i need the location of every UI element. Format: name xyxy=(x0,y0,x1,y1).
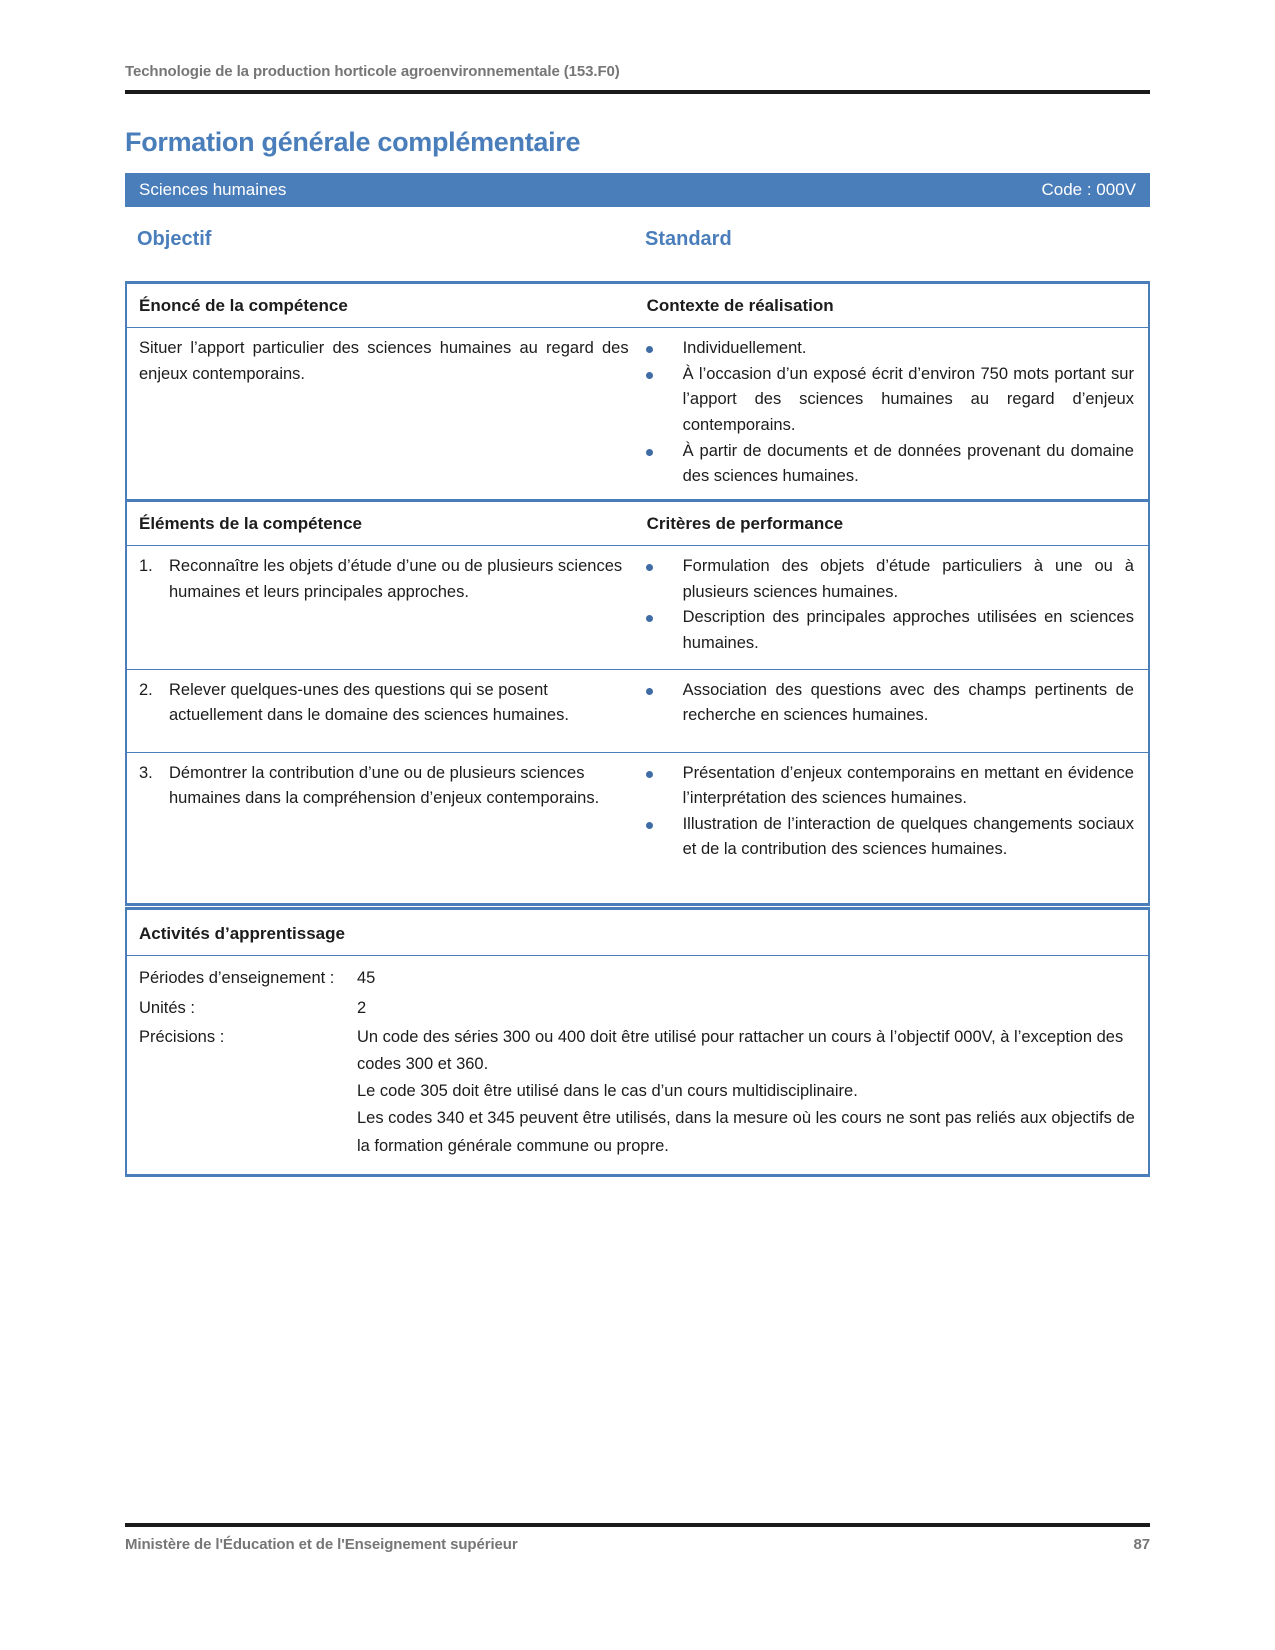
contexte-list xyxy=(643,328,1148,501)
list-item xyxy=(643,336,1134,362)
element-text: Reconnaître les objets d’étude d’une ou de plusieurs sciences humaines et leurs principales approches. xyxy=(169,557,623,601)
periodes-value: 45 xyxy=(357,969,376,988)
bullet-icon xyxy=(646,688,653,695)
numbered-item xyxy=(139,678,629,729)
unites-label: Unités : xyxy=(139,998,195,1017)
activities-row-unites xyxy=(139,995,1136,1022)
context-item-text: À partir de documents et de données provenant du domaine des sciences humaines. xyxy=(682,441,1134,486)
running-header xyxy=(125,60,1150,94)
item-number: 2. xyxy=(139,680,153,699)
list-item xyxy=(643,812,1134,863)
subject-banner xyxy=(125,173,1150,207)
activities-header-row xyxy=(127,910,1148,956)
activities-row-precisions xyxy=(139,1024,1136,1160)
context-item-text: À l’occasion d’un exposé écrit d’environ 750 mots portant sur l’apport des sciences humaines au regard d’enjeux contemporains. xyxy=(682,364,1134,435)
item-number: 1. xyxy=(139,557,153,576)
banner-subject-label: Sciences humaines xyxy=(139,179,287,199)
bullet-icon xyxy=(646,822,653,829)
numbered-item xyxy=(139,554,629,605)
criterion-text: Formulation des objets d’étude particuliers à une ou à plusieurs sciences humaines. xyxy=(682,557,1134,601)
element-text: Démontrer la contribution d’une ou de plusieurs sciences humaines dans la compréhension d’enjeux contemporains. xyxy=(169,763,600,808)
contexte-header: Contexte de réalisation xyxy=(646,296,834,315)
elements-table xyxy=(125,499,1150,906)
page-title: Formation générale complémentaire xyxy=(125,127,581,157)
program-title: Technologie de la production horticole agroenvironnementale (153.F0) xyxy=(125,63,620,80)
competence-table xyxy=(125,281,1150,505)
ministry-label: Ministère de l'Éducation et de l'Enseignement supérieur xyxy=(125,1536,518,1553)
bullet-icon xyxy=(646,372,653,379)
precision-paragraph: Les codes 340 et 345 peuvent être utilisés, dans la mesure où les cours ne sont pas reliés aux objectifs de la formation générale commune ou propre. xyxy=(357,1109,1135,1155)
criterion-text: Association des questions avec des champs pertinents de recherche en sciences humaines. xyxy=(682,680,1134,725)
criterion-text: Description des principales approches utilisées en sciences humaines. xyxy=(682,608,1134,653)
page-number: 87 xyxy=(1133,1536,1150,1553)
activities-row-periodes xyxy=(139,965,1136,992)
competence-table-header-row xyxy=(127,284,1148,328)
activities-table xyxy=(125,907,1150,1177)
list-item xyxy=(643,439,1134,490)
bullet-icon xyxy=(646,615,653,622)
list-item xyxy=(643,605,1134,656)
objectif-heading: Objectif xyxy=(137,228,212,250)
criteria-list xyxy=(643,670,1148,752)
periodes-label: Périodes d’enseignement : xyxy=(139,969,335,988)
competence-table-body-row xyxy=(127,328,1148,501)
element-cell xyxy=(127,546,643,668)
standard-heading: Standard xyxy=(645,228,732,250)
context-item-text: Individuellement. xyxy=(682,339,807,358)
element-cell xyxy=(127,753,643,903)
bullet-icon xyxy=(646,771,653,778)
enonce-header: Énoncé de la compétence xyxy=(139,296,348,315)
criterion-text: Présentation d’enjeux contemporains en mettant en évidence l’interprétation des sciences humaines. xyxy=(682,763,1134,808)
bullet-icon xyxy=(646,346,653,353)
item-number: 3. xyxy=(139,763,153,782)
banner-code-label: Code : 000V xyxy=(1041,179,1136,199)
elements-table-header-row xyxy=(127,502,1148,546)
table-row xyxy=(127,753,1148,903)
criteres-header: Critères de performance xyxy=(646,514,844,533)
competence-statement: Situer l’apport particulier des sciences humaines au regard des enjeux contemporains. xyxy=(139,339,629,383)
bullet-icon xyxy=(646,449,653,456)
precision-paragraph: Un code des séries 300 ou 400 doit être utilisé pour rattacher un cours à l’objectif 000V, à l’exception des codes 300 et 360. xyxy=(357,1027,1124,1073)
precision-paragraph: Le code 305 doit être utilisé dans le cas d’un cours multidisciplinaire. xyxy=(357,1082,858,1101)
list-item xyxy=(643,761,1134,812)
list-item xyxy=(643,678,1134,729)
activities-header: Activités d’apprentissage xyxy=(139,924,345,943)
activities-body xyxy=(127,956,1148,1174)
section-headings xyxy=(125,224,1150,252)
elements-header: Éléments de la compétence xyxy=(139,514,362,533)
criteria-list xyxy=(643,546,1148,668)
precisions-value xyxy=(357,1024,1136,1160)
element-text: Relever quelques-unes des questions qui se posent actuellement dans le domaine des sciences humaines. xyxy=(169,680,569,725)
precisions-label: Précisions : xyxy=(139,1027,225,1046)
table-row xyxy=(127,546,1148,669)
list-item xyxy=(643,554,1134,605)
criteria-list xyxy=(643,753,1148,903)
bullet-icon xyxy=(646,564,653,571)
unites-value: 2 xyxy=(357,998,367,1017)
list-item xyxy=(643,362,1134,439)
element-cell xyxy=(127,670,643,752)
page-footer xyxy=(125,1523,1150,1556)
table-row xyxy=(127,670,1148,753)
numbered-item xyxy=(139,761,629,812)
criterion-text: Illustration de l’interaction de quelques changements sociaux et de la contribution des sciences humaines. xyxy=(682,814,1134,859)
